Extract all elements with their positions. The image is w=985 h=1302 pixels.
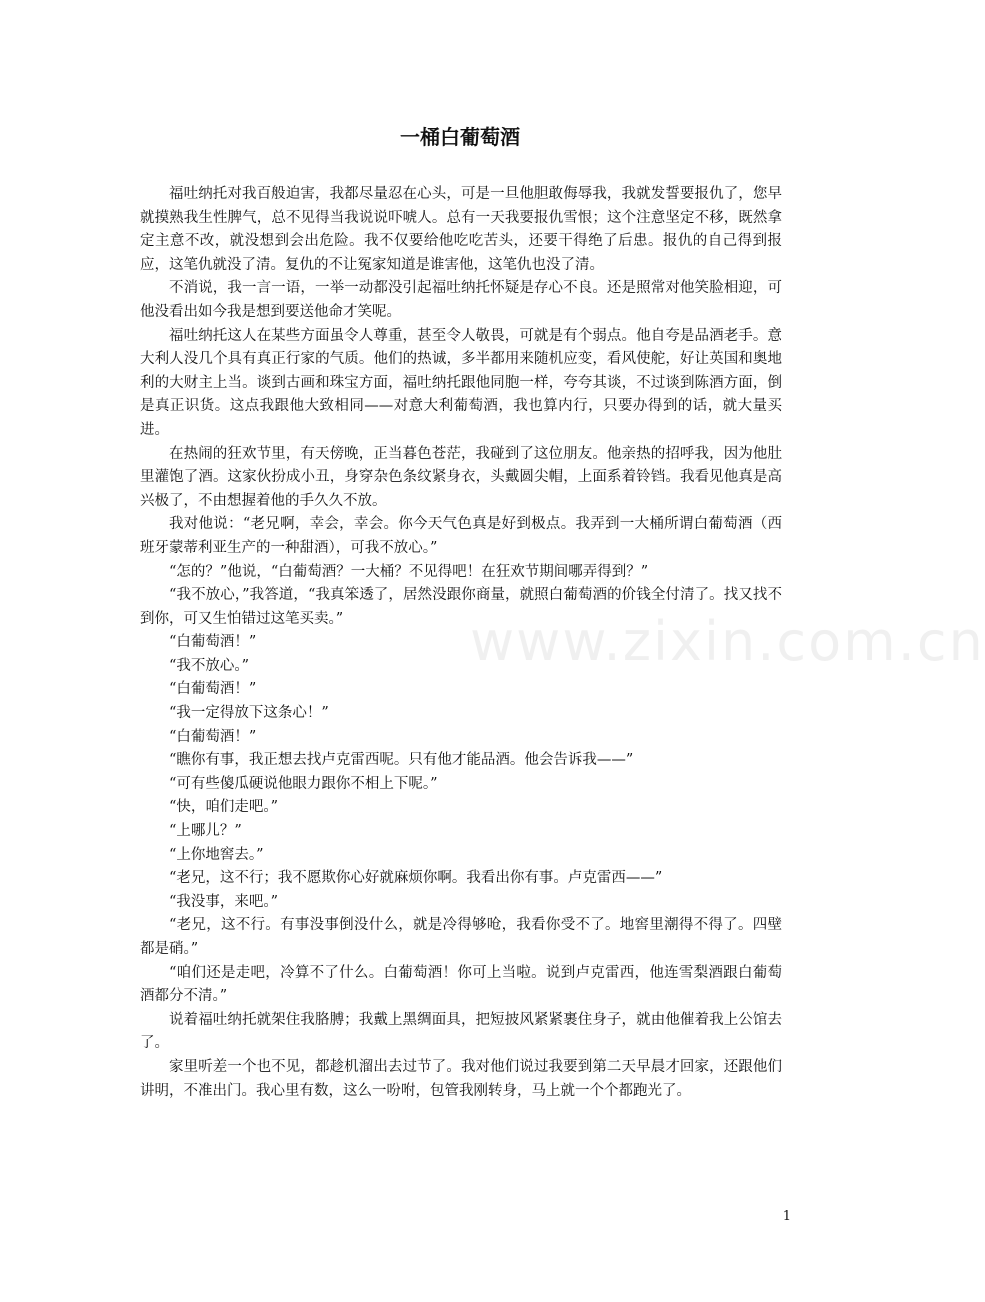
paragraph: “老兄，这不行；我不愿欺你心好就麻烦你啊。我看出你有事。卢克雷西——” bbox=[169, 870, 663, 887]
document-body bbox=[140, 183, 782, 1103]
page-number: 1 bbox=[782, 1209, 791, 1224]
paragraph: “我不放心，”我答道，“我真笨透了，居然没跟你商量，就照白葡萄酒的价钱全付清了。找又找不到你，可又生怕错过这笔买卖。” bbox=[140, 587, 782, 627]
paragraph: 家里听差一个也不见，都趁机溜出去过节了。我对他们说过我要到第二天早晨才回家，还跟他们讲明，不准出门。我心里有数，这么一吩咐，包管我刚转身，马上就一个个都跑光了。 bbox=[140, 1058, 782, 1099]
paragraph: “可有些傻瓜硬说他眼力跟你不相上下呢。” bbox=[169, 775, 438, 792]
paragraph: 福吐纳托这人在某些方面虽令人尊重，甚至令人敬畏，可就是有个弱点。他自夸是品酒老手。意大利人没几个具有真正行家的气质。他们的热诚，多半都用来随机应变，看风使舵，好让英国和奥地利的大财主上当。谈到古画和珠宝方面，福吐纳托跟他同胞一样，夸夸其谈，不过谈到陈酒方面，倒是真正识货。这点我跟他大致相同——对意大利葡萄酒，我也算内行，只要办得到的话，就大量买进。 bbox=[140, 327, 782, 438]
paragraph: “快，咱们走吧。” bbox=[169, 799, 279, 816]
paragraph: 不消说，我一言一语，一举一动都没引起福吐纳托怀疑是存心不良。还是照常对他笑脸相迎，可他没看出如今我是想到要送他命才笑呢。 bbox=[140, 280, 782, 320]
paragraph: “上哪儿？” bbox=[169, 823, 242, 840]
paragraph: 我对他说：“老兄啊，幸会，幸会。你今天气色真是好到极点。我弄到一大桶所谓白葡萄酒（西班牙蒙蒂利亚生产的一种甜酒），可我不放心。” bbox=[140, 516, 782, 556]
paragraph: “怎的？”他说，“白葡萄酒？一大桶？不见得吧！在狂欢节期间哪弄得到？” bbox=[169, 563, 649, 580]
paragraph: “我不放心。” bbox=[169, 657, 250, 674]
paragraph: 在热闹的狂欢节里，有天傍晚，正当暮色苍茫，我碰到了这位朋友。他亲热的招呼我，因为他肚里灌饱了酒。这家伙扮成小丑，身穿杂色条纹紧身衣，头戴圆尖帽，上面系着铃铛。我看见他真是高兴极了，不由想握着他的手久久不放。 bbox=[140, 445, 782, 509]
document-title: 一桶白葡萄酒 bbox=[400, 125, 520, 149]
paragraph: “白葡萄酒！” bbox=[169, 681, 257, 698]
paragraph: 福吐纳托对我百般迫害，我都尽量忍在心头，可是一旦他胆敢侮辱我，我就发誓要报仇了，您早就摸熟我生性脾气，总不见得当我说说吓唬人。总有一天我要报仇雪恨；这个注意坚定不移，既然拿定主意不改，就没想到会出危险。我不仅要给他吃吃苦头，还要干得绝了后患。报仇的自己得到报应，这笔仇就没了清。复仇的不让冤家知道是谁害他，这笔仇也没了清。 bbox=[140, 186, 782, 273]
paragraph: “上你地窖去。” bbox=[169, 846, 264, 863]
paragraph: “我一定得放下这条心！” bbox=[169, 705, 329, 722]
paragraph: “白葡萄酒！” bbox=[169, 728, 257, 745]
paragraph: “我没事，来吧。” bbox=[169, 893, 279, 910]
watermark: www.zixin.com.cn bbox=[470, 610, 985, 673]
paragraph: 说着福吐纳托就架住我胳膊；我戴上黑绸面具，把短披风紧紧裹住身子，就由他催着我上公馆去了。 bbox=[140, 1011, 782, 1052]
paragraph: “白葡萄酒！” bbox=[169, 634, 257, 651]
paragraph: “咱们还是走吧，冷算不了什么。白葡萄酒！你可上当啦。说到卢克雷西，他连雪梨酒跟白葡萄酒都分不清。” bbox=[140, 964, 782, 1005]
paragraph: “瞧你有事，我正想去找卢克雷西呢。只有他才能品酒。他会告诉我——” bbox=[169, 752, 634, 769]
paragraph: “老兄，这不行。有事没事倒没什么，就是冷得够呛，我看你受不了。地窖里潮得不得了。四壁都是硝。” bbox=[140, 917, 782, 957]
